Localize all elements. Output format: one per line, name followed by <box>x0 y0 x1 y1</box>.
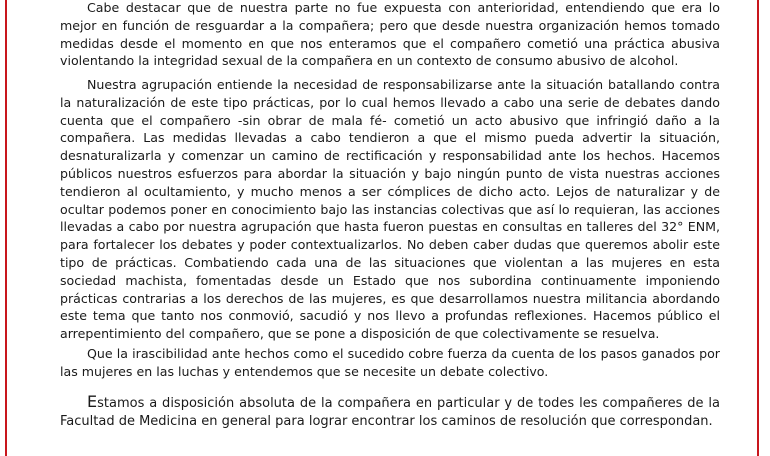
paragraph-1: Cabe destacar que de nuestra parte no fue expuesta con anterioridad, entendiendo que era lo mejor en función de resguardar a la compañera; pero que desde nuestra organización hemos tomado medidas desde el momento en que nos enteramos que el compañero cometió una práctica abusiva violentando la integridad sexual de la compañera en un contexto de consumo abusivo de alcohol. <box>60 0 720 69</box>
paragraph-2: Nuestra agrupación entiende la necesidad de responsabilizarse ante la situación batallando contra la naturalización de este tipo prácticas, por lo cual hemos llevado a cabo una serie de debates dando cuenta que el compañero -sin obrar de mala fé- cometió un acto abusivo que infringió daño a la compañera. Las medidas llevadas a cabo tendieron a que el mismo pueda advertir la situación, desnaturalizarla y comenzar un camino de rectificación y responsabilidad ante los hechos. Hacemos públicos nuestros esfuerzos para abordar la situación y bajo ningún punto de vista nuestras acciones tendieron al ocultamiento, y mucho menos a ser cómplices de dicho acto. Lejos de naturalizar y de ocultar podemos poner en conocimiento bajo las instancias colectivas que así lo requieran, las acciones llevadas a cabo por nuestra agrupación que hasta fueron puestas en consultas en talleres del 32° ENM, para fortalecer los debates y poder contextualizarlos. No deben caber dudas que queremos abolir este tipo de prácticas. Combatiendo cada una de las situaciones que violentan a las mujeres en esta sociedad machista, fomentadas desde un Estado que nos subordina continuamente imponiendo prácticas contrarias a los derechos de las mujeres, es que desarrollamos nuestra militancia abordando este tema que tanto nos conmovió, sacudió y nos llevo a profundas reflexiones. Hacemos público el arrepentimiento del compañero, que se pone a disposición de que colectivamente se resuelva. <box>60 77 720 342</box>
paragraph-3: Que la irascibilidad ante hechos como el sucedido cobre fuerza da cuenta de los pasos ganados por las mujeres en las luchas y entendemos que se necesite un debate colectivo. <box>60 346 720 379</box>
paragraph-closing <box>60 393 720 431</box>
closing-initial: E <box>87 392 98 411</box>
closing-text: stamos a disposición absoluta de la compañera en particular y de todes les compañeres de la Facultad de Medicina en general para lograr encontrar los caminos de resolución que correspondan. <box>60 396 720 429</box>
